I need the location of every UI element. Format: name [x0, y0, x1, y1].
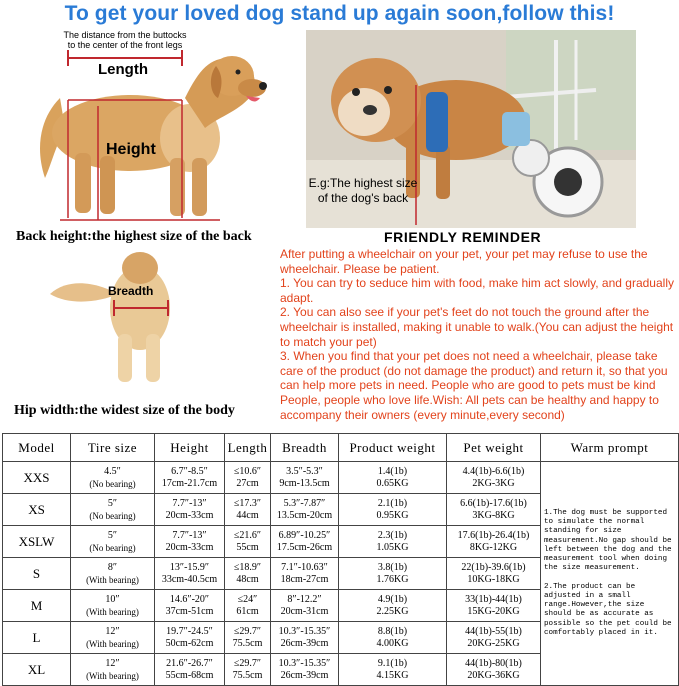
breadth-in: 6.89″-10.25″: [278, 529, 331, 541]
length-in: ≤21.6″: [233, 529, 262, 541]
height-cm: 55cm-68cm: [165, 669, 214, 681]
product-weight-kg: 4.15KG: [376, 669, 409, 681]
cell-pet-weight: [447, 494, 541, 526]
product-weight-lb: 2.1(1b): [377, 497, 408, 509]
breadth-in: 10.3″-15.35″: [278, 657, 331, 669]
cell-height: [155, 654, 225, 686]
breadth-cm: 20cm-31cm: [280, 605, 329, 617]
cell-pet-weight: [447, 462, 541, 494]
cell-product-weight: [339, 590, 447, 622]
breadth-in: 10.3″-15.35″: [278, 625, 331, 637]
pet-weight-lb: 17.6(1b)-26.4(1b): [457, 529, 530, 541]
product-weight-lb: 2.3(1b): [377, 529, 408, 541]
tire-size: 4.5″: [104, 465, 121, 477]
header-length: Length: [225, 434, 271, 462]
cell-length: [225, 558, 271, 590]
length-in: ≤10.6″: [233, 465, 262, 477]
product-weight-kg: 1.76KG: [376, 573, 409, 585]
cell-height: [155, 526, 225, 558]
length-in: ≤24″: [237, 593, 258, 605]
cell-length: [225, 590, 271, 622]
cell-length: [225, 462, 271, 494]
length-note: The distance from the buttocks to the center of the front legs: [63, 30, 187, 50]
reminder-paragraph: 3. When you find that your pet does not need a wheelchair, please take care of the product (do not damage the product) and return it, so that you can help more pets in need. People who are good to pets must be kind People, people who love life.Wish: All pets can be healthy and happy to accompany their owners (every minute,every second): [280, 349, 668, 422]
cell-tire: [71, 590, 155, 622]
pet-weight-kg: 15KG-20KG: [467, 605, 520, 617]
reminder-text: [280, 247, 676, 422]
header-pet-weight: Pet weight: [447, 434, 541, 462]
cell-model: XXS: [3, 462, 71, 494]
cell-length: [225, 654, 271, 686]
cell-tire: [71, 494, 155, 526]
length-cm: 44cm: [236, 509, 259, 521]
warm-prompt-text: 1.The dog must be supported to simulate the normal standing for size measurement.No gap should be left between the dog and the measurement tool when doing the size measurement. 2.The product can be adjusted in a small range.However,the size should be as accurate as possible so the pet could be comfortably placed in it.: [544, 509, 672, 637]
breadth-cm: 9cm-13.5cm: [279, 477, 330, 489]
header-height: Height: [155, 434, 225, 462]
pet-weight-kg: 20KG-36KG: [467, 669, 520, 681]
length-in: ≤29.7″: [233, 625, 262, 637]
breadth-cm: 18cm-27cm: [280, 573, 329, 585]
height-in: 19.7″-24.5″: [166, 625, 213, 637]
tire-note: (With bearing): [86, 670, 139, 681]
breadth-label: Breadth: [108, 284, 154, 298]
cell-breadth: [271, 590, 339, 622]
cell-breadth: [271, 558, 339, 590]
cell-breadth: [271, 654, 339, 686]
table-row: [3, 462, 679, 494]
cell-product-weight: [339, 654, 447, 686]
cell-length: [225, 494, 271, 526]
cell-warm-prompt: [541, 462, 679, 686]
cell-height: [155, 494, 225, 526]
cell-product-weight: [339, 558, 447, 590]
reminder-paragraph: After putting a wheelchair on your pet, your pet may refuse to use the wheelchair. Please be patient.: [280, 247, 648, 276]
rear-dog-drawing: [40, 246, 210, 396]
cell-length: [225, 526, 271, 558]
pet-weight-lb: 33(1b)-44(1b): [465, 593, 522, 605]
tire-size: 12″: [105, 657, 120, 669]
tire-note: (No bearing): [89, 542, 136, 553]
height-cm: 37cm-51cm: [165, 605, 214, 617]
tire-note: (With bearing): [86, 638, 139, 649]
product-weight-lb: 1.4(1b): [377, 465, 408, 477]
product-weight-lb: 9.1(1b): [377, 657, 408, 669]
standing-dog-drawing: [20, 28, 280, 228]
cell-model: L: [3, 622, 71, 654]
breadth-in: 5.3″-7.87″: [283, 497, 326, 509]
breadth-in: 3.5″-5.3″: [286, 465, 323, 477]
product-weight-lb: 8.8(1b): [377, 625, 408, 637]
cell-model: S: [3, 558, 71, 590]
pet-weight-kg: 8KG-12KG: [469, 541, 518, 553]
cell-height: [155, 462, 225, 494]
pet-weight-lb: 22(1b)-39.6(1b): [461, 561, 526, 573]
cell-model: XL: [3, 654, 71, 686]
wheelchair-dog-photo: [306, 30, 636, 228]
dog-standing-illustration: [20, 28, 280, 228]
page-headline: To get your loved dog stand up again soon,follow this!: [64, 2, 615, 25]
cell-pet-weight: [447, 654, 541, 686]
tire-size: 12″: [105, 625, 120, 637]
product-weight-kg: 2.25KG: [376, 605, 409, 617]
back-height-caption: Back height:the highest size of the back: [16, 229, 252, 244]
height-cm: 17cm-21.7cm: [161, 477, 218, 489]
cell-height: [155, 558, 225, 590]
header-tire-size: Tire size: [71, 434, 155, 462]
height-in: 7.7″-13″: [172, 529, 207, 541]
photo-note: E.g:The highest size of the dog's back: [308, 176, 418, 205]
height-in: 13″-15.9″: [169, 561, 210, 573]
tire-size: 10″: [105, 593, 120, 605]
length-cm: 75.5cm: [232, 669, 263, 681]
cell-product-weight: [339, 494, 447, 526]
breadth-in: 7.1″-10.63″: [281, 561, 328, 573]
cell-product-weight: [339, 462, 447, 494]
tire-note: (With bearing): [86, 606, 139, 617]
header-model: Model: [3, 434, 71, 462]
pet-weight-kg: 3KG-8KG: [472, 509, 515, 521]
height-cm: 20cm-33cm: [165, 541, 214, 553]
height-in: 14.6″-20″: [169, 593, 210, 605]
cell-tire: [71, 654, 155, 686]
size-table: [2, 433, 679, 686]
cell-length: [225, 622, 271, 654]
height-in: 6.7″-8.5″: [171, 465, 208, 477]
length-cm: 48cm: [236, 573, 259, 585]
product-weight-kg: 0.65KG: [376, 477, 409, 489]
reminder-title: FRIENDLY REMINDER: [384, 229, 542, 245]
cell-model: XSLW: [3, 526, 71, 558]
product-weight-lb: 3.8(1b): [377, 561, 408, 573]
pet-weight-kg: 20KG-25KG: [467, 637, 520, 649]
cell-breadth: [271, 526, 339, 558]
tire-note: (No bearing): [89, 478, 136, 489]
pet-weight-kg: 10KG-18KG: [467, 573, 520, 585]
reminder-paragraph: 2. You can also see if your pet's feet do not touch the ground after the wheelchair is installed, making it unable to walk.(You can adjust the height to match your pet): [280, 305, 674, 349]
reminder-paragraph: 1. You can try to seduce him with food, make him act slowly, and gradually adapt.: [280, 276, 674, 305]
pet-weight-lb: 44(1b)-80(1b): [465, 657, 522, 669]
length-in: ≤18.9″: [233, 561, 262, 573]
cell-pet-weight: [447, 590, 541, 622]
product-weight-kg: 1.05KG: [376, 541, 409, 553]
breadth-in: 8″-12.2″: [287, 593, 322, 605]
breadth-cm: 26cm-39cm: [280, 637, 329, 649]
length-label: Length: [98, 61, 148, 78]
height-label: Height: [106, 141, 156, 158]
cell-height: [155, 590, 225, 622]
cell-pet-weight: [447, 558, 541, 590]
product-weight-kg: 0.95KG: [376, 509, 409, 521]
length-in: ≤29.7″: [233, 657, 262, 669]
height-cm: 50cm-62cm: [165, 637, 214, 649]
cell-tire: [71, 462, 155, 494]
tire-size: 5″: [107, 497, 118, 509]
cell-product-weight: [339, 526, 447, 558]
cell-pet-weight: [447, 526, 541, 558]
product-weight-lb: 4.9(1b): [377, 593, 408, 605]
dog-rear-illustration: [40, 246, 210, 396]
cell-tire: [71, 622, 155, 654]
cell-breadth: [271, 622, 339, 654]
header-warm-prompt: Warm prompt: [541, 434, 679, 462]
cell-model: M: [3, 590, 71, 622]
cell-model: XS: [3, 494, 71, 526]
tire-size: 8″: [107, 561, 118, 573]
height-cm: 33cm-40.5cm: [161, 573, 218, 585]
breadth-cm: 26cm-39cm: [280, 669, 329, 681]
header-breadth: Breadth: [271, 434, 339, 462]
cell-height: [155, 622, 225, 654]
product-weight-kg: 4.00KG: [376, 637, 409, 649]
pet-weight-kg: 2KG-3KG: [472, 477, 515, 489]
height-cm: 20cm-33cm: [165, 509, 214, 521]
tire-note: (No bearing): [89, 510, 136, 521]
cell-pet-weight: [447, 622, 541, 654]
pet-weight-lb: 44(1b)-55(1b): [465, 625, 522, 637]
tire-size: 5″: [107, 529, 118, 541]
length-cm: 27cm: [236, 477, 259, 489]
header-product-weight: Product weight: [339, 434, 447, 462]
tire-note: (With bearing): [86, 574, 139, 585]
height-in: 7.7″-13″: [172, 497, 207, 509]
hip-width-caption: Hip width:the widest size of the body: [14, 403, 235, 418]
length-cm: 75.5cm: [232, 637, 263, 649]
cell-breadth: [271, 462, 339, 494]
cell-breadth: [271, 494, 339, 526]
length-cm: 61cm: [236, 605, 259, 617]
cell-tire: [71, 526, 155, 558]
table-header-row: [3, 434, 679, 462]
cell-product-weight: [339, 622, 447, 654]
breadth-cm: 17.5cm-26cm: [276, 541, 333, 553]
breadth-cm: 13.5cm-20cm: [276, 509, 333, 521]
length-in: ≤17.3″: [233, 497, 262, 509]
cell-tire: [71, 558, 155, 590]
pet-weight-lb: 6.6(1b)-17.6(1b): [460, 497, 527, 509]
pet-weight-lb: 4.4(1b)-6.6(1b): [462, 465, 525, 477]
height-in: 21.6″-26.7″: [166, 657, 213, 669]
length-cm: 55cm: [236, 541, 259, 553]
